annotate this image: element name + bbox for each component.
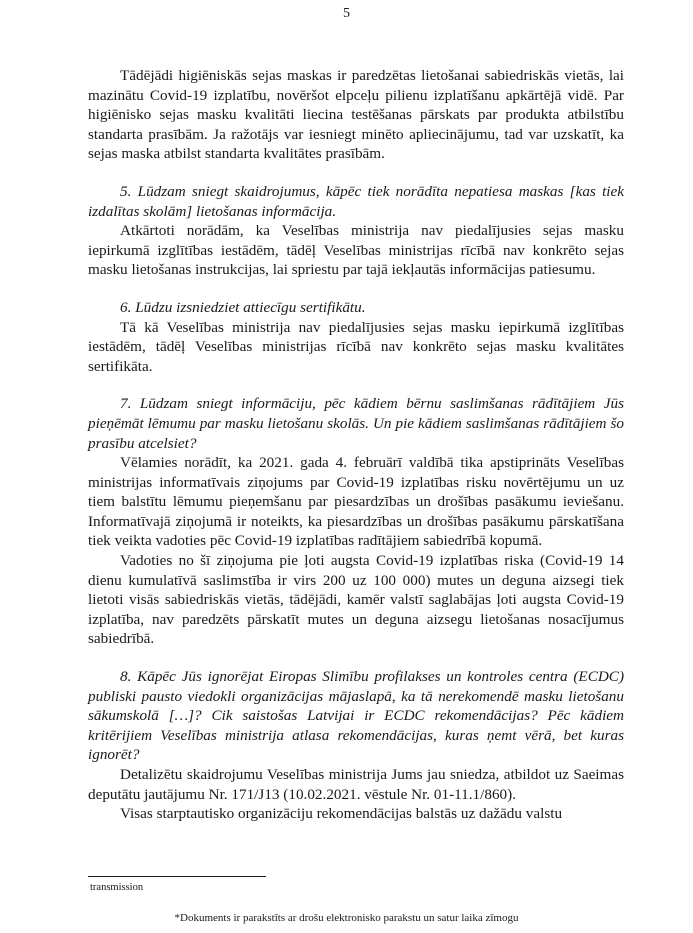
footnote-divider <box>88 876 266 877</box>
e-signature-note: *Dokuments ir parakstīts ar drošu elektronisko parakstu un satur laika zīmogu <box>174 912 519 924</box>
paragraph-body: Tādējādi higiēniskās sejas maskas ir paredzētas lietošanai sabiedriskās vietās, lai mazinātu Covid-19 izplatību, novēršot elpceļu pilienu izplatīšanu apkārtējā vidē. Par higiēnisko sejas masku kvalitāti liecina testēšanas pārskats par produkta atbilstību standarta prasībām. Ja ražotājs var iesniegt minēto apliecinājumu, tad var uzskatīt, ka sejas maska atbilst standarta kvalitātes prasībām. <box>88 67 624 163</box>
question-7: 7. Lūdzam sniegt informāciju, pēc kādiem bērnu saslimšanas rādītājiem Jūs pieņēmāt lēmumu par masku lietošanu skolās. Un pie kādiem saslimšanas rādītājiem šo prasību atcelsiet? <box>88 395 624 452</box>
answer-7-part-2: Vadoties no šī ziņojuma pie ļoti augsta Covid-19 izplatības riska (Covid-19 14 dienu kumulatīvā saslimstība ir virs 200 uz 100 000) mutes un deguna aizsegi tiek lietoti visās sabiedriskās vietās, tādējādi, kamēr valstī saglabājas ļoti augsta Covid-19 izplatība, nav paredzēts pārskatīt mutes un deguna aizsegu lietošanas nosacījumus sabiedrībā. <box>88 552 624 648</box>
answer-8-part-1: Detalizētu skaidrojumu Veselības ministrija Jums jau sniedza, atbildot uz Saeimas deputātu jautājumu Nr. 171/J13 (10.02.2021. vēstule Nr. 01-11.1/860). <box>88 766 624 803</box>
question-5: 5. Lūdzam sniegt skaidrojumus, kāpēc tiek norādīta nepatiesa maskas [kas tiek izdalītas skolām] lietošanas informācija. <box>88 182 624 220</box>
footnote-text: transmission <box>90 882 144 893</box>
answer-8-part-2: Visas starptautisko organizāciju rekomendācijas balstās uz dažādu valstu <box>120 805 563 823</box>
question-6: 6. Lūdzu izsniedziet attiecīgu sertifikātu. <box>120 298 366 316</box>
answer-7-part-1: Vēlamies norādīt, ka 2021. gada 4. februārī valdībā tika apstiprināts Veselības ministrijas informatīvais ziņojums par Covid-19 izplatības risku novērtējumu un uz tiem balstītu lēmumu pieņemšanu par piesardzības un drošības pasākumu ieviešanu. Informatīvajā ziņojumā ir noteikts, ka piesardzības un drošības pasākumu pārskatīšana tiek veikta vadoties pēc Covid-19 izplatības radītājiem sabiedrībā kopumā. <box>88 454 624 550</box>
answer-5: Atkārtoti norādām, ka Veselības ministrija nav piedalījusies sejas masku iepirkumā izglītības iestādēm, tādēļ Veselības ministrijas rīcībā nav konkrēto sejas masku lietošanas instrukcijas, lai spriestu par tajā iekļautās informācijas patiesumu. <box>88 222 624 279</box>
question-8: 8. Kāpēc Jūs ignorējat Eiropas Slimību profilakses un kontroles centra (ECDC) publiski pausto viedokli organizācijas mājaslapā, ka tā nerekomendē masku lietošanu sākumskolā […]? Cik saistošas Latvijai ir ECDC rekomendācijas? Pēc kādiem kritērijiem Veselības ministrija atlasa rekomendācijas, kuras ņemt vērā, bet kuras ignorēt? <box>88 668 624 764</box>
document-body <box>88 66 624 824</box>
page-number: 5 <box>343 6 350 21</box>
answer-6: Tā kā Veselības ministrija nav piedalījusies sejas masku iepirkumā izglītības iestādēm, tādēļ Veselības ministrijas rīcībā nav konkrēto sejas masku kvalitātes sertifikāta. <box>88 318 624 375</box>
